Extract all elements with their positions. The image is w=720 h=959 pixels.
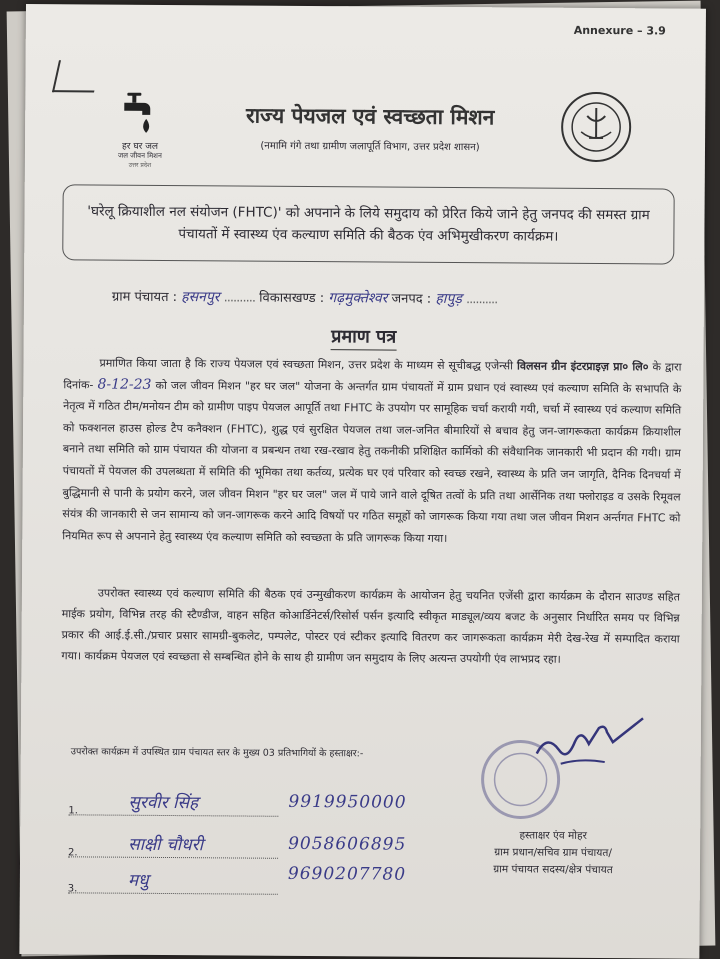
agency-name: विलसन ग्रीन इंटरप्राइज़ प्रा० लि० bbox=[516, 359, 649, 374]
signatory-line1: हस्ताक्षर एंव मोहर bbox=[519, 829, 587, 842]
mission-subtitle: (नमामि गंगे तथा ग्रामीण जलापूर्ति विभाग, उत्तर प्रदेश शासन) bbox=[260, 140, 480, 154]
certificate-paragraph-1: प्रमाणित किया जाता है कि राज्य पेयजल एवं स्वच्छता मिशन, उत्तर प्रदेश के माध्यम से सूचीबद्ध एजेन्सी विलसन ग्रीन इंटरप्राइज़ प्रा० लि० के द्वारा दिनांक- 8-12-23 को जल जीवन मिशन "हर घर जल" योजना के अन्तर्गत ग्राम पंचायतों में ग्राम प्रधान एवं स्वास्थ्य एवं कल्याण समिति के सभापति के नेतृत्व में गठित टीम/मनोयन टीम को ग्रामीण पाइप पेयजल आपूर्ति तथा FHTC के उपयोग पर सामूहिक चर्चा करायी गयी, चर्चा में स्वास्थ्य एवं कल्याण समिति को फक्शनल हाउस होल्ड टैप कनैक्शन (FHTC), शुद्ध एवं सुरक्षित पेयजल तथा जल-जनित बीमारियों से बचाव हेतु जन-जागरूकता कार्यक्रम क्रियाशील बनाने तथा समिति को ग्राम पंचायत की योजना व प्रबन्धन तथा रख-रखाव हेतु तकनीकी प्रशिक्षित कार्मिको की संवैधानिक जानकारी भी प्रदान की गयी। ग्राम पंचायतों में पेयजल की उपलब्धता में समिति की भूमिका तथा कर्तव्य, प्रत्येक घर एवं परिवार को स्वच्छ रखने, स्वास्थ्य के प्रति जन जागृति, दैनिक दिनचर्या में बुद्धिमानी से पानी के प्रयोग करने, जल जीवन मिशन "हर घर जल" जल में पाये जाने वाले दूषित तत्वों के प्रति तथा आर्सेनिक तथा फ्लोराइड व उसके रिमूवल संयंत्र की जानकारी से जन सामान्य को जन-जागरूक करने आदि विषयों पर गठित समूहों को जागरूक किया गया तथा जल जीवन मिशन अर्न्तगत FHTC को नियमित रूप से अपनाने हेतु स्वास्थ्य एंव कल्याण समिति को स्वच्छता के प्रति जागरूक किया गया। bbox=[62, 356, 682, 545]
gram-panchayat-label: ग्राम पंचायत : bbox=[111, 289, 178, 306]
participant-signature-2: 2. साक्षी चौधरी bbox=[68, 834, 278, 858]
participant-name: सुरवीर सिंह bbox=[128, 792, 199, 814]
certificate-paragraph-2: उपरोक्त स्वास्थ्य एवं कल्याण समिति की बैठक एवं उन्मुखीकरण कार्यक्रम के आयोजन हेतु चयनित एजेंसी द्वारा कार्यक्रम के दौरान साउण्ड सहित माईक प्रयोग, विभिन्न तरह की स्टैण्डीज, वाहन सहित कोआर्डिनेटर्स/रिसोर्स पर्सन इत्यादि स्वीकृत माड्यूल/व्यय बजट के अनुसार निर्धारित समय पर विभिन्न प्रकार की आई.ई.सी./प्रचार प्रसार सामग्री-बुकलेट, पम्पलेट, पोस्टर एवं स्टीकर इत्यादि वितरण कर जागरूकता कार्यक्रम मेरी देख-रेख में सम्पादित कराया गया। कार्यक्रम पेयजल एवं स्वच्छता से सम्बन्धित होने के साथ ही ग्रामीण जन समुदाय के लिए अत्यन्त उपयोगी एंव लाभप्रद रहा। bbox=[61, 586, 680, 666]
certificate-page bbox=[19, 4, 706, 959]
district-label: जनपद : bbox=[391, 291, 432, 307]
program-title-box bbox=[62, 184, 675, 264]
har-ghar-jal-logo bbox=[95, 88, 186, 169]
participant-name: साक्षी चौधरी bbox=[128, 834, 204, 856]
signatory-line2: ग्राम प्रधान/सचिव ग्राम पंचायत/ bbox=[494, 846, 612, 860]
mission-title: राज्य पेयजल एवं स्वच्छता मिशन bbox=[245, 103, 495, 130]
logo-line3: उत्तर प्रदेश bbox=[128, 161, 152, 169]
up-government-seal bbox=[559, 90, 634, 169]
certificate-heading: प्रमाण पत्र bbox=[24, 322, 704, 351]
block-value: गढ़मुक्तेश्वर bbox=[328, 290, 388, 307]
signatures-intro: उपरोक्त कार्यक्रम में उपस्थित ग्राम पंचायत स्तर के मुख्य 03 प्रतिभागियों के हस्ताक्षर:- bbox=[70, 746, 364, 760]
signatory-block bbox=[458, 827, 648, 879]
handwritten-signature-icon bbox=[531, 714, 651, 785]
pen-mark bbox=[52, 60, 101, 92]
program-date: 8-12-23 bbox=[97, 376, 152, 393]
participant-phone: 9919950000 bbox=[288, 791, 407, 813]
signatory-line3: ग्राम पंचायत सदस्य/क्षेत्र पंचायत bbox=[493, 863, 613, 877]
participant-signature-3: 3. मधु bbox=[68, 870, 278, 894]
document-header bbox=[205, 101, 535, 153]
district-value: हापुड़ bbox=[435, 290, 462, 308]
logo-line2: जल जीवन मिशन bbox=[117, 151, 162, 160]
annexure-label: Annexure – 3.9 bbox=[573, 23, 666, 38]
gram-panchayat-value: हसनपुर bbox=[181, 289, 220, 306]
pradhan-signature bbox=[531, 714, 652, 789]
block-label: विकासखण्ड : bbox=[259, 290, 325, 307]
logo-line1: हर घर जल bbox=[121, 141, 159, 152]
participant-phone: 9690207780 bbox=[287, 863, 407, 885]
location-fields: ग्राम पंचायत : हसनपुर .......... विकासखण्ड : गढ़मुक्तेश्वर जनपद : हापुड़ .......... bbox=[111, 289, 498, 308]
seal-emblem-icon bbox=[559, 90, 634, 165]
participant-signature-1: 1. सुरवीर सिंह bbox=[68, 792, 278, 816]
program-title: 'घरेलू क्रियाशील नल संयोजन (FHTC)' को अपनाने के लिये समुदाय को प्रेरित किये जाने हेतु जनपद की समस्त ग्राम पंचायतों में स्वास्थ्य एंव कल्याण समिति की बैठक एंव अभिमुखीकरण कार्यक्रम। bbox=[87, 203, 650, 245]
participant-name: मधु bbox=[127, 870, 149, 891]
water-tap-icon bbox=[118, 89, 162, 137]
participant-phone: 9058606895 bbox=[288, 833, 407, 855]
